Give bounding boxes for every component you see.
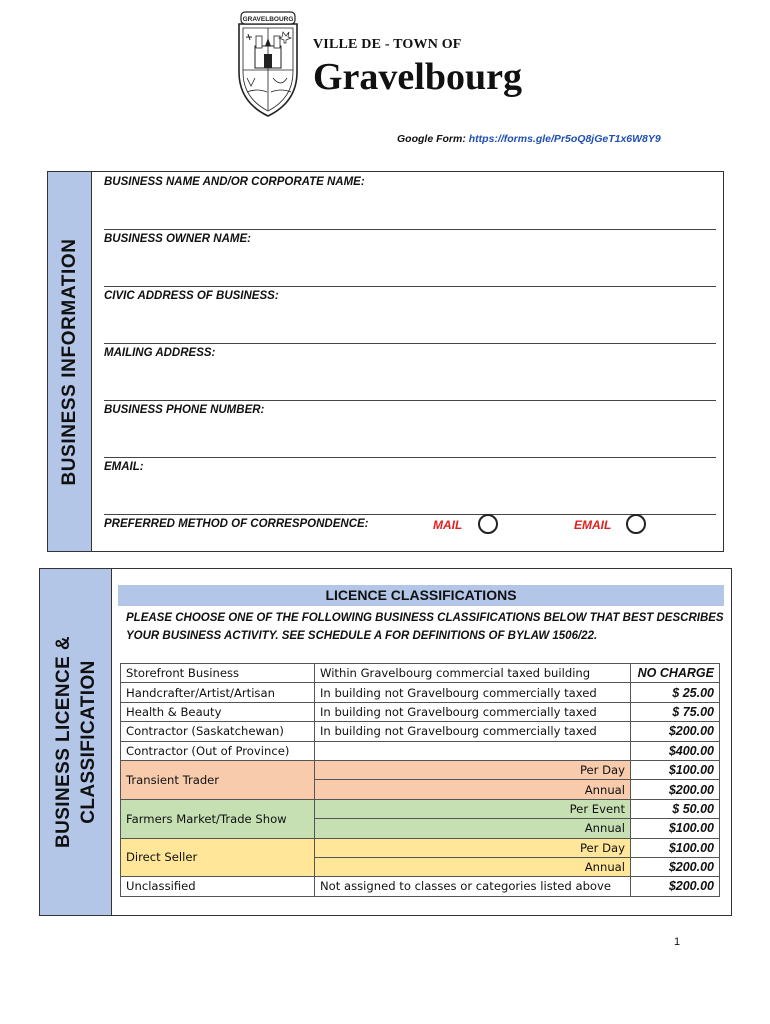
business-owner-name-label: BUSINESS OWNER NAME: [104,233,251,245]
email-option-radio[interactable] [626,514,646,534]
table-row[interactable] [121,722,720,741]
class-description: In building not Gravelbourg commercially taxed [315,702,631,721]
class-name: Health & Beauty [121,702,315,721]
business-licence-heading-line2: CLASSIFICATION [77,660,99,824]
class-name: Direct Seller [121,838,315,877]
email-option-label: EMAIL [574,518,612,532]
class-description: In building not Gravelbourg commercially taxed [315,722,631,741]
business-name-field[interactable] [104,172,716,230]
class-name: Transient Trader [121,760,315,799]
google-form-line [397,133,661,145]
table-row[interactable] [121,741,720,760]
class-fee: $100.00 [631,819,720,838]
business-information-sidebar [48,172,92,551]
table-row[interactable] [121,702,720,721]
svg-text:GRAVELBOURG: GRAVELBOURG [242,16,294,23]
licence-classification-table [120,663,720,897]
class-fee: NO CHARGE [631,664,720,683]
class-period: Per Event [315,799,631,818]
class-period: Per Day [315,760,631,779]
preferred-correspondence-label: PREFERRED METHOD OF CORRESPONDENCE: [104,518,369,530]
class-name: Contractor (Out of Province) [121,741,315,760]
class-period: Per Day [315,838,631,857]
class-fee: $ 75.00 [631,702,720,721]
google-form-label: Google Form: [397,133,466,145]
class-fee: $200.00 [631,877,720,896]
business-information-section [47,171,724,552]
business-owner-name-field[interactable] [104,229,716,287]
business-phone-label: BUSINESS PHONE NUMBER: [104,404,265,416]
class-description: In building not Gravelbourg commercially taxed [315,683,631,702]
business-information-heading: BUSINESS INFORMATION [58,237,80,486]
business-phone-field[interactable] [104,400,716,458]
table-row[interactable] [121,664,720,683]
email-label: EMAIL: [104,461,144,473]
class-fee: $200.00 [631,722,720,741]
mailing-address-label: MAILING ADDRESS: [104,347,216,359]
class-fee: $200.00 [631,857,720,876]
class-name: Handcrafter/Artist/Artisan [121,683,315,702]
class-fee: $100.00 [631,760,720,779]
class-fee: $ 50.00 [631,799,720,818]
class-fee: $100.00 [631,838,720,857]
mailing-address-field[interactable] [104,343,716,401]
licence-instructions: PLEASE CHOOSE ONE OF THE FOLLOWING BUSINESS CLASSIFICATIONS BELOW THAT BEST DESCRIBES YOUR BUSINESS ACTIVITY. SEE SCHEDULE A FOR DEFINITIONS OF BYLAW 1506/22. [126,612,724,642]
class-period: Annual [315,780,631,799]
table-row[interactable] [121,877,720,896]
town-name-title: Gravelbourg [313,56,522,98]
google-form-link[interactable]: https://forms.gle/Pr5oQ8jGeT1x6W8Y9 [468,133,661,145]
class-description [315,741,631,760]
class-period: Annual [315,857,631,876]
table-row[interactable] [121,683,720,702]
class-fee: $ 25.00 [631,683,720,702]
business-name-label: BUSINESS NAME AND/OR CORPORATE NAME: [104,176,365,188]
class-description: Within Gravelbourg commercial taxed building [315,664,631,683]
licence-classifications-title: LICENCE CLASSIFICATIONS [118,585,724,606]
table-row[interactable] [121,760,720,779]
business-licence-heading-line1: BUSINESS LICENCE & [52,635,74,849]
class-fee: $400.00 [631,741,720,760]
business-licence-sidebar [40,569,112,915]
table-row[interactable] [121,838,720,857]
class-period: Annual [315,819,631,838]
business-licence-heading [51,636,101,848]
page-number: 1 [674,936,681,948]
table-row[interactable] [121,799,720,818]
preferred-correspondence-row [104,513,716,543]
business-licence-section [39,568,732,916]
class-name: Unclassified [121,877,315,896]
mail-option-label: MAIL [433,518,463,532]
class-name: Contractor (Saskatchewan) [121,722,315,741]
class-name: Farmers Market/Trade Show [121,799,315,838]
class-name: Storefront Business [121,664,315,683]
email-field[interactable] [104,457,716,515]
civic-address-field[interactable] [104,286,716,344]
town-crest-logo [233,10,303,118]
town-of-label: VILLE DE - TOWN OF [313,37,462,52]
class-fee: $200.00 [631,780,720,799]
mail-option-radio[interactable] [478,514,498,534]
class-description: Not assigned to classes or categories listed above [315,877,631,896]
civic-address-label: CIVIC ADDRESS OF BUSINESS: [104,290,279,302]
